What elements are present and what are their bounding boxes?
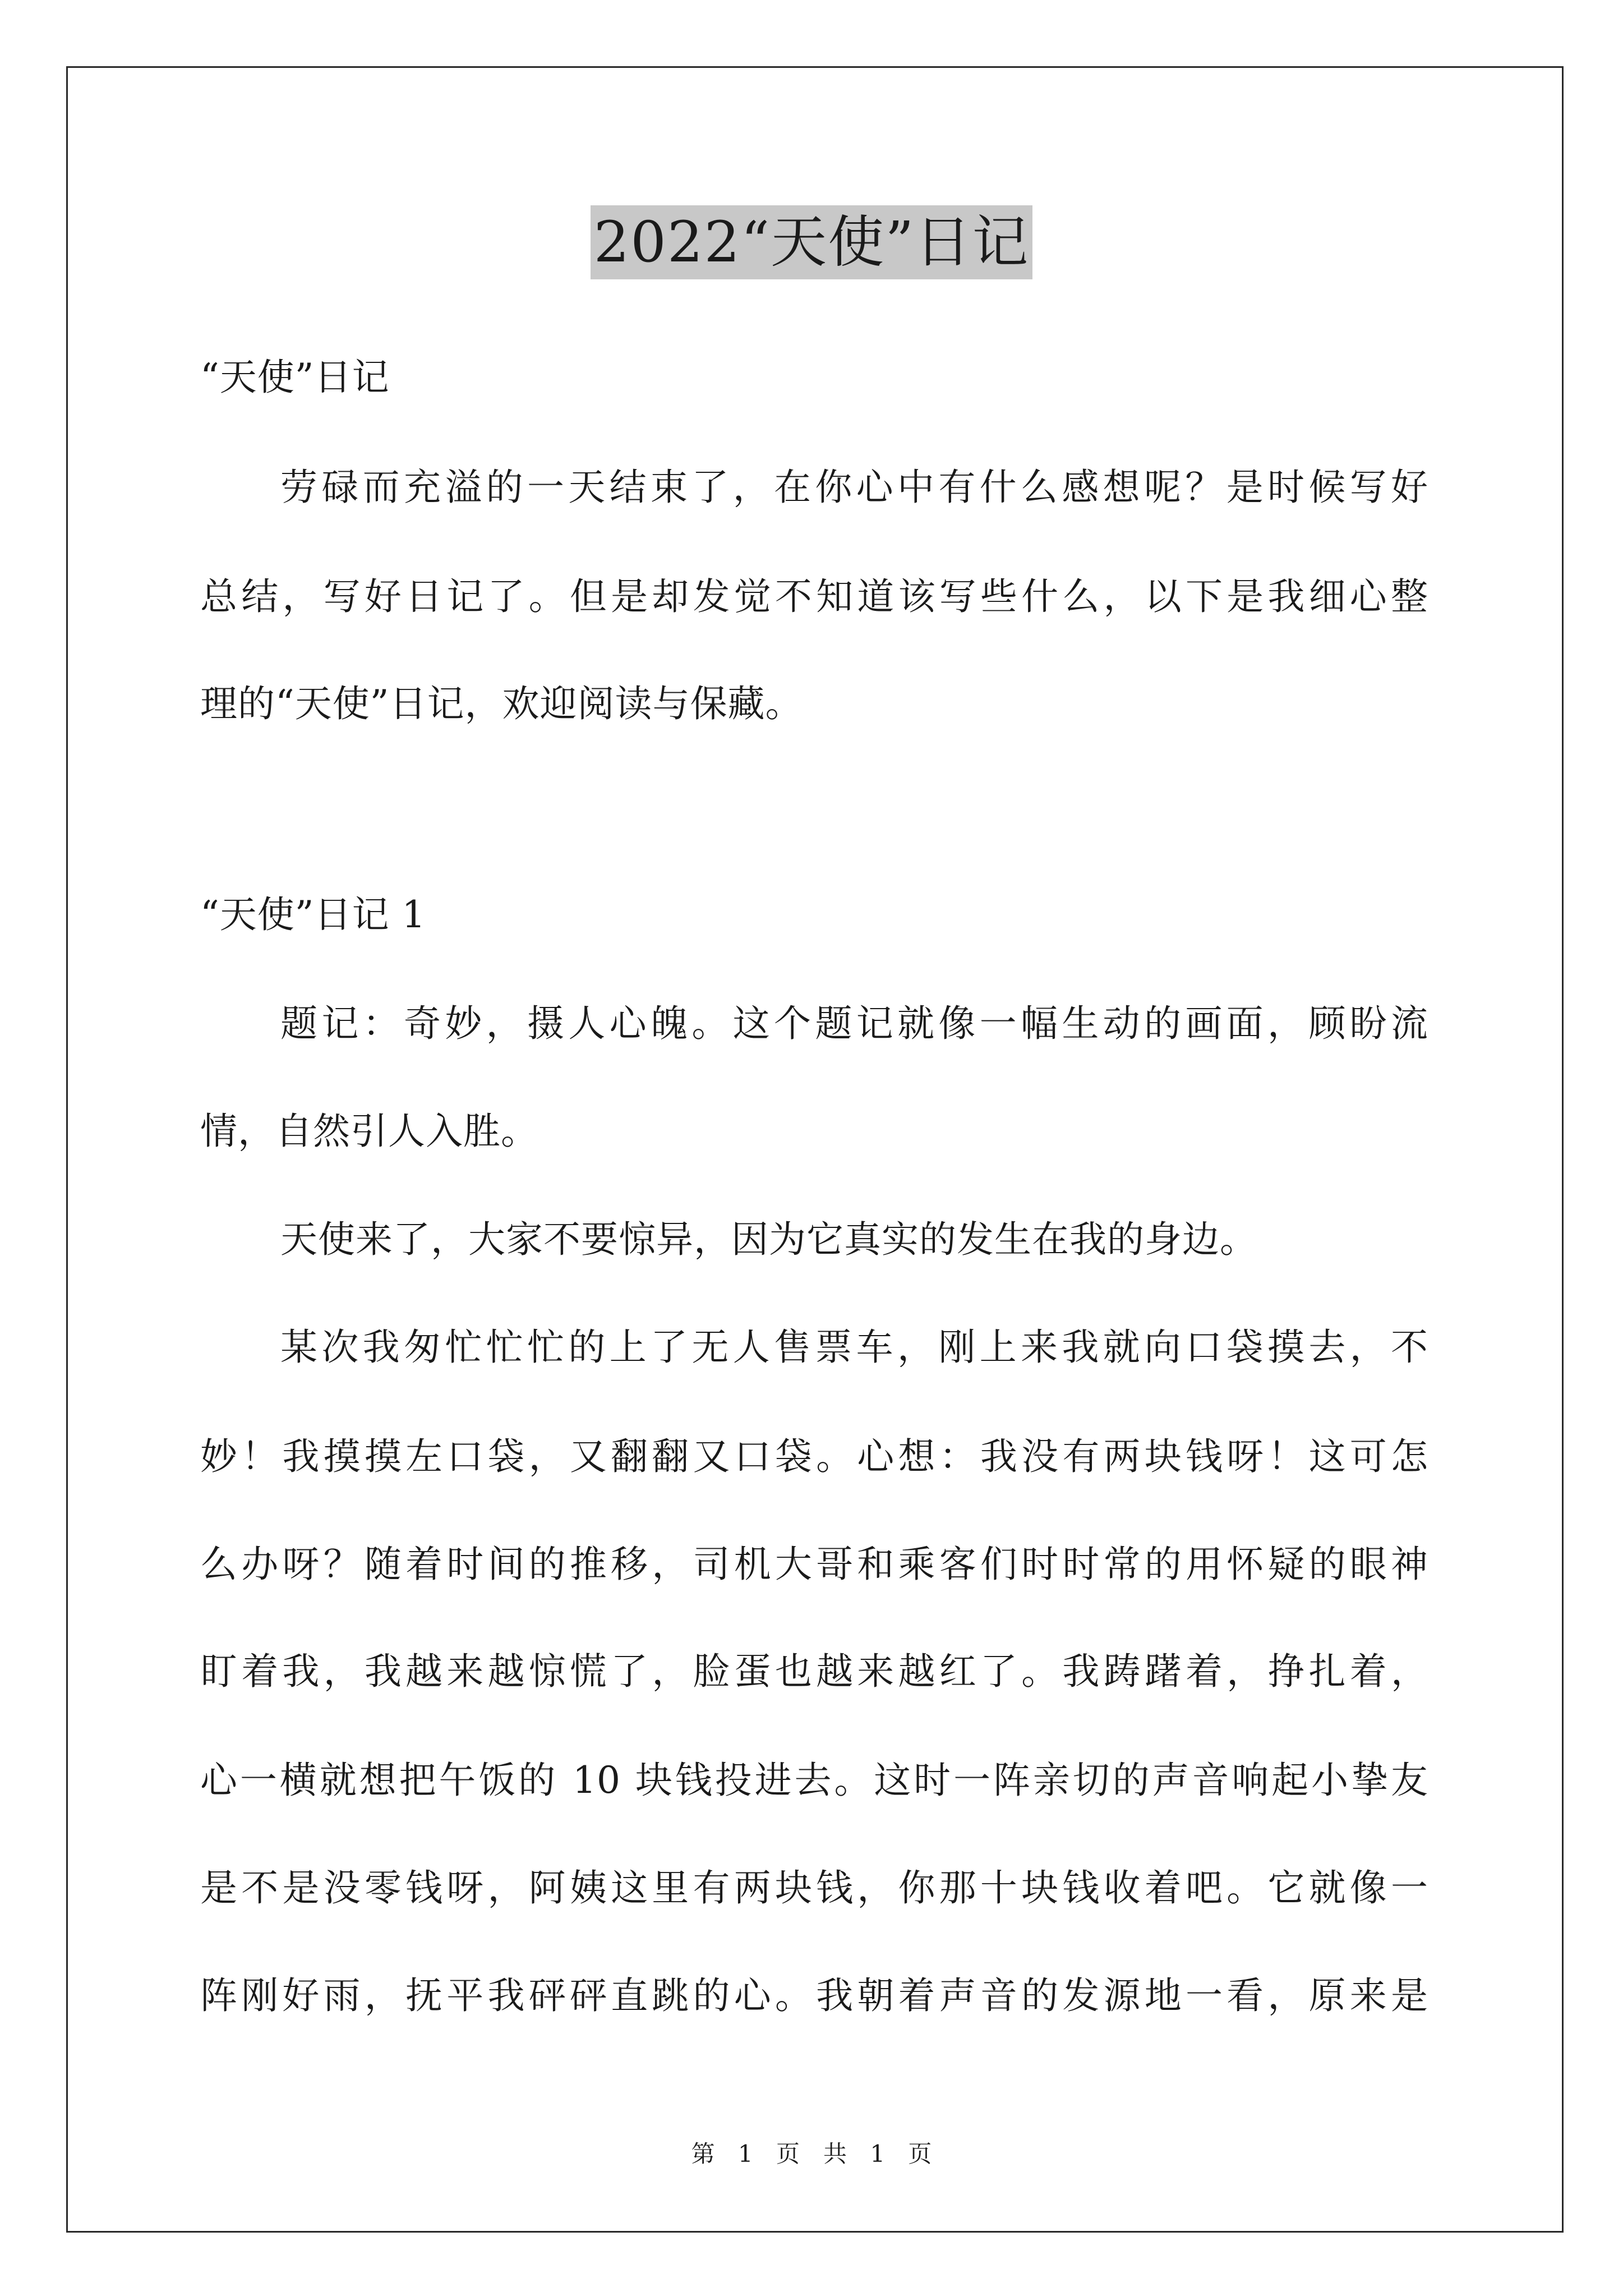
p3-line-3: 么办呀？随着时间的推移，司机大哥和乘客们时时常的用怀疑的眼神 (200, 1543, 1428, 1586)
document-title: 2022“天使”日记 (591, 205, 1033, 279)
title-container (0, 205, 1623, 279)
p3-line-1: 某次我匆忙忙忙的上了无人售票车，刚上来我就向口袋摸去，不 (280, 1326, 1428, 1369)
page-footer: 第 1 页 共 1 页 (691, 2140, 932, 2168)
p1-line-1: 题记：奇妙，摄人心魄。这个题记就像一幅生动的画面，顾盼流 (280, 1002, 1428, 1045)
p3-line-2: 妙！我摸摸左口袋，又翻翻又口袋。心想：我没有两块钱呀！这可怎 (200, 1435, 1428, 1478)
p3-line-6: 是不是没零钱呀，阿姨这里有两块钱，你那十块钱收着吧。它就像一 (200, 1866, 1428, 1910)
p3-line-5: 心一横就想把午饭的 10 块钱投进去。这时一阵亲切的声音响起小挚友 (200, 1759, 1428, 1802)
section-heading: “天使”日记 1 (200, 893, 426, 936)
intro-line-1: 劳碌而充溢的一天结束了，在你心中有什么感想呢？是时候写好 (280, 466, 1428, 509)
intro-line-2: 总结，写好日记了。但是却发觉不知道该写些什么，以下是我细心整 (200, 575, 1428, 618)
p3-line-4: 盯着我，我越来越惊慌了，脸蛋也越来越红了。我踌躇着，挣扎着， (200, 1650, 1428, 1693)
document-subtitle: “天使”日记 (200, 356, 390, 399)
p1-line-2: 情，自然引人入胜。 (200, 1110, 538, 1153)
p2-line-1: 天使来了，大家不要惊异，因为它真实的发生在我的身边。 (280, 1218, 1257, 1261)
intro-line-3: 理的“天使”日记，欢迎阅读与保藏。 (200, 682, 803, 725)
p3-line-7: 阵刚好雨，抚平我砰砰直跳的心。我朝着声音的发源地一看，原来是 (200, 1974, 1428, 2017)
